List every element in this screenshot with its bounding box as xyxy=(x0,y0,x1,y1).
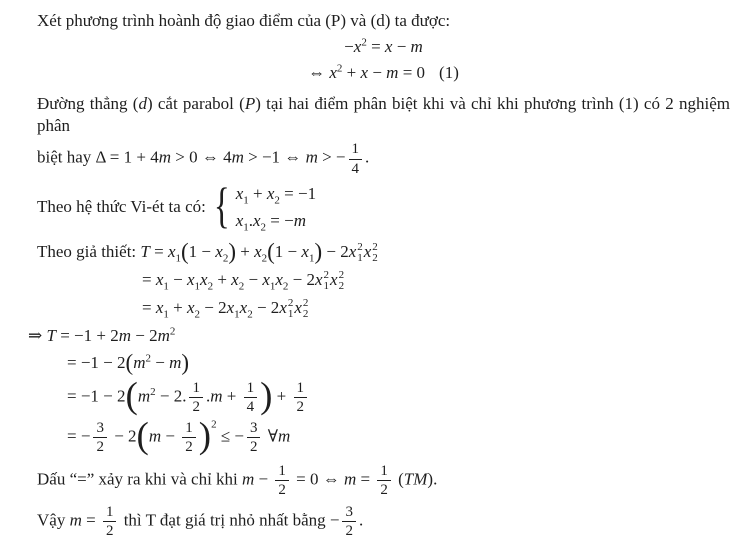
sub-sup-stack xyxy=(339,270,345,292)
superscript: 2 xyxy=(372,241,378,254)
math-token: − xyxy=(244,270,263,290)
variable: m xyxy=(343,469,357,489)
variable: x xyxy=(301,242,309,262)
superscript: 2 xyxy=(287,297,294,310)
superscript: 2 xyxy=(302,297,309,310)
subscript: 1 xyxy=(243,194,249,207)
math-token: = xyxy=(366,37,385,57)
math-token: > −1 ⇔ xyxy=(243,148,306,168)
subscript: 2 xyxy=(260,221,267,234)
text-token: ) cắt parabol ( xyxy=(146,94,245,114)
variable: x xyxy=(360,63,369,83)
close-paren: ) xyxy=(198,415,212,457)
variable: P xyxy=(244,94,256,114)
conclusion-line xyxy=(37,504,730,539)
math-token: = − xyxy=(67,426,91,446)
math-token: ≤ − xyxy=(216,426,244,446)
variable: m xyxy=(242,469,255,489)
math-token: = xyxy=(81,510,100,530)
math-token: = xyxy=(356,469,375,489)
fraction xyxy=(342,504,356,539)
sub-sup-stack xyxy=(324,270,330,292)
equality-condition-line xyxy=(37,463,730,498)
equation-quadratic xyxy=(37,62,730,84)
math-token: − xyxy=(168,270,187,290)
fraction-denominator: 2 xyxy=(380,482,388,499)
implication-line xyxy=(28,325,730,347)
fraction-denominator: 2 xyxy=(278,482,286,499)
superscript: 2 xyxy=(323,269,330,282)
math-token: > 0 ⇔ 4 xyxy=(171,148,232,168)
variable: m xyxy=(157,326,170,346)
text-token: thì T đạt giá trị nhỏ nhất bằng − xyxy=(119,510,340,530)
subscript: 1 xyxy=(323,280,330,293)
math-token: = − xyxy=(266,210,294,230)
fraction xyxy=(294,380,308,415)
fraction-denominator: 2 xyxy=(249,439,258,456)
fraction xyxy=(244,380,258,415)
subscript: 2 xyxy=(194,308,201,321)
forall-symbol: ∀ xyxy=(263,426,278,446)
subscript: 1 xyxy=(234,308,240,321)
variable: x xyxy=(266,183,275,203)
subscript: 2 xyxy=(372,252,378,265)
subscript: 1 xyxy=(163,280,169,293)
superscript: 2 xyxy=(336,62,343,75)
close-paren: ) xyxy=(260,375,273,417)
punctuation: . xyxy=(358,510,364,530)
open-paren: ( xyxy=(136,415,149,457)
sub-sup-stack xyxy=(372,242,378,264)
variable: x xyxy=(254,242,262,262)
fraction-numerator: 1 xyxy=(189,380,203,398)
fraction-numerator: 1 xyxy=(244,380,258,398)
math-token: − 2 xyxy=(131,326,158,346)
variable: m xyxy=(410,37,423,57)
fraction-denominator: 2 xyxy=(192,398,200,415)
subscript: 2 xyxy=(222,252,229,265)
variable: x xyxy=(262,270,270,290)
close-paren: ) xyxy=(181,350,190,376)
system-equation-1 xyxy=(236,183,316,205)
text-token: Đường thẳng ( xyxy=(37,94,139,114)
condition-paragraph-line1 xyxy=(37,93,730,137)
system-equation-2 xyxy=(236,210,316,232)
subscript: 1 xyxy=(269,280,276,293)
variable: x xyxy=(294,298,302,318)
variable: m xyxy=(148,426,162,446)
math-token: − xyxy=(254,469,273,489)
variable: m xyxy=(137,386,151,406)
fraction-denominator: 2 xyxy=(185,439,193,456)
open-paren: ( xyxy=(181,239,189,265)
math-token: = 0 xyxy=(398,63,426,83)
equation-number: (1) xyxy=(439,63,459,83)
satisfies-abbrev: TM xyxy=(403,469,428,489)
variable: m xyxy=(118,326,132,346)
math-token: − 2 xyxy=(109,426,137,446)
expansion-line-1 xyxy=(142,269,730,292)
superscript: 2 xyxy=(150,385,156,398)
variable: x xyxy=(226,298,235,318)
subscript: 2 xyxy=(274,194,280,207)
subscript: 2 xyxy=(302,308,309,321)
math-token: − 2 xyxy=(252,298,280,318)
subscript: 1 xyxy=(287,308,294,321)
fraction xyxy=(93,420,107,455)
math-token: = −1 − 2 xyxy=(67,353,126,373)
variable: d xyxy=(138,94,147,114)
subscript: 1 xyxy=(175,252,181,265)
variable: x xyxy=(330,270,338,290)
fraction-denominator: 4 xyxy=(246,398,255,415)
variable: m xyxy=(69,510,82,530)
system-brace: { xyxy=(213,179,230,234)
math-token: − 2. xyxy=(155,386,187,406)
variable: x xyxy=(384,37,393,57)
superscript: 2 xyxy=(338,269,345,282)
variable: x xyxy=(253,210,261,230)
fraction-numerator: 3 xyxy=(93,420,107,438)
factor-line-3 xyxy=(67,415,730,457)
variable: x xyxy=(186,298,195,318)
math-token: 1 − xyxy=(274,242,302,262)
superscript: 2 xyxy=(361,36,367,49)
fraction-numerator: 1 xyxy=(275,463,289,481)
expansion-line-2 xyxy=(142,297,730,320)
sub-sup-stack xyxy=(357,242,363,264)
superscript: 2 xyxy=(211,418,217,431)
math-token: + xyxy=(168,298,187,318)
variable: x xyxy=(155,298,164,318)
fraction xyxy=(377,463,391,498)
close-paren: ) xyxy=(314,239,323,265)
math-token: − 2 xyxy=(322,242,349,262)
math-token: = 0 ⇔ xyxy=(291,469,344,489)
fraction xyxy=(103,504,117,539)
variable: x xyxy=(348,242,357,262)
subscript: 2 xyxy=(207,280,214,293)
math-token: = −1 xyxy=(279,183,317,203)
variable: m xyxy=(158,148,171,168)
implies-symbol: ⇒ xyxy=(28,326,47,346)
variable: x xyxy=(315,270,323,290)
hypothesis-label: Theo giả thiết: xyxy=(37,242,141,262)
variable: x xyxy=(329,63,337,83)
variable: T xyxy=(46,326,56,346)
viete-line xyxy=(37,179,730,234)
variable: x xyxy=(155,270,164,290)
fraction-numerator: 1 xyxy=(294,380,308,398)
fraction-numerator: 3 xyxy=(247,420,261,438)
math-token: − 2 xyxy=(200,298,227,318)
superscript: 2 xyxy=(169,325,176,338)
open-paren: ( xyxy=(267,239,275,265)
subscript: 1 xyxy=(357,252,363,265)
math-token: − 2 xyxy=(288,270,315,290)
punctuation: . xyxy=(365,148,370,168)
variable: m xyxy=(133,353,146,373)
text-token: biệt hay Δ = 1 + 4 xyxy=(37,148,159,168)
subscript: 2 xyxy=(238,280,245,293)
fraction-denominator: 2 xyxy=(296,398,305,415)
variable: x xyxy=(235,210,244,230)
fraction xyxy=(275,463,289,498)
punctuation: ). xyxy=(427,469,438,489)
fraction-denominator: 2 xyxy=(105,522,114,539)
subscript: 2 xyxy=(282,280,289,293)
math-token: + xyxy=(248,183,267,203)
viete-label: Theo hệ thức Vi-ét ta có: xyxy=(37,197,206,217)
math-token: + xyxy=(235,242,255,262)
math-token: − xyxy=(344,37,354,57)
fraction-numerator: 1 xyxy=(377,463,391,481)
factor-line-2 xyxy=(67,375,730,417)
variable: x xyxy=(239,298,248,318)
text-token: Dấu “=” xảy ra khi và chỉ khi xyxy=(37,469,243,489)
sub-sup-stack xyxy=(303,298,309,320)
variable: x xyxy=(279,298,287,318)
subscript: 2 xyxy=(338,280,345,293)
fraction xyxy=(349,141,363,176)
math-token: + xyxy=(272,386,291,406)
variable: x xyxy=(167,242,176,262)
system-rows xyxy=(236,183,316,232)
intro-line: Xét phương trình hoành độ giao điểm của (P) và (d) ta được: xyxy=(37,11,451,30)
hypothesis-line xyxy=(37,241,730,264)
equation-system xyxy=(213,179,317,234)
variable: m xyxy=(231,148,244,168)
variable: x xyxy=(363,242,372,262)
math-token: . xyxy=(248,210,253,230)
equation-substitution xyxy=(37,36,730,58)
variable: x xyxy=(231,270,239,290)
variable: m xyxy=(278,426,291,446)
math-token: − xyxy=(161,426,180,446)
superscript: 2 xyxy=(357,241,363,254)
factor-line-1 xyxy=(67,352,730,374)
subscript: 2 xyxy=(261,252,268,265)
variable: m xyxy=(169,353,182,373)
variable: m xyxy=(386,63,399,83)
math-token: ( xyxy=(393,469,404,489)
math-token: − xyxy=(150,353,170,373)
subscript: 1 xyxy=(163,308,169,321)
open-paren: ( xyxy=(125,375,138,417)
variable: x xyxy=(200,270,208,290)
variable: x xyxy=(275,270,283,290)
variable: m xyxy=(293,210,307,230)
math-token: . xyxy=(205,386,211,406)
fraction-numerator: 1 xyxy=(103,504,117,522)
fraction-denominator: 2 xyxy=(96,439,104,456)
variable: T xyxy=(140,242,150,262)
text-token: Vậy xyxy=(37,510,70,530)
fraction-numerator: 1 xyxy=(349,141,363,159)
fraction xyxy=(247,420,261,455)
math-token: − xyxy=(392,37,411,57)
variable: m xyxy=(210,386,223,406)
math-token: + xyxy=(213,270,232,290)
fraction xyxy=(182,420,196,455)
math-token: 1 − xyxy=(188,242,216,262)
math-token: = −1 − 2 xyxy=(67,386,126,406)
subscript: 1 xyxy=(308,252,315,265)
variable: m xyxy=(305,148,318,168)
open-paren: ( xyxy=(125,350,134,376)
fraction-denominator: 2 xyxy=(345,522,353,539)
subscript: 1 xyxy=(194,280,201,293)
fraction-numerator: 1 xyxy=(182,420,196,438)
math-token: > − xyxy=(317,148,346,168)
iff-symbol: ⇔ xyxy=(308,63,330,83)
math-token: = −1 + 2 xyxy=(55,326,119,346)
math-token: + xyxy=(222,386,241,406)
math-token: + xyxy=(342,63,361,83)
fraction-numerator: 3 xyxy=(342,504,356,522)
fraction xyxy=(189,380,203,415)
math-token: = xyxy=(142,298,156,318)
variable: x xyxy=(235,183,244,203)
subscript: 1 xyxy=(243,221,249,234)
sub-sup-stack xyxy=(288,298,294,320)
text-token: ) tại hai điểm phân biệt khi và chỉ khi phương trình (1) có 2 nghiệm phân xyxy=(37,94,730,136)
variable: x xyxy=(215,242,223,262)
math-token: − xyxy=(368,63,387,83)
variable: x xyxy=(353,37,362,57)
subscript: 2 xyxy=(247,308,253,321)
close-paren: ) xyxy=(228,239,236,265)
variable: x xyxy=(186,270,195,290)
fraction-denominator: 4 xyxy=(351,160,360,177)
math-token: = xyxy=(142,270,156,290)
condition-paragraph-line2 xyxy=(37,141,730,176)
superscript: 2 xyxy=(145,352,151,365)
math-token: = xyxy=(149,242,168,262)
